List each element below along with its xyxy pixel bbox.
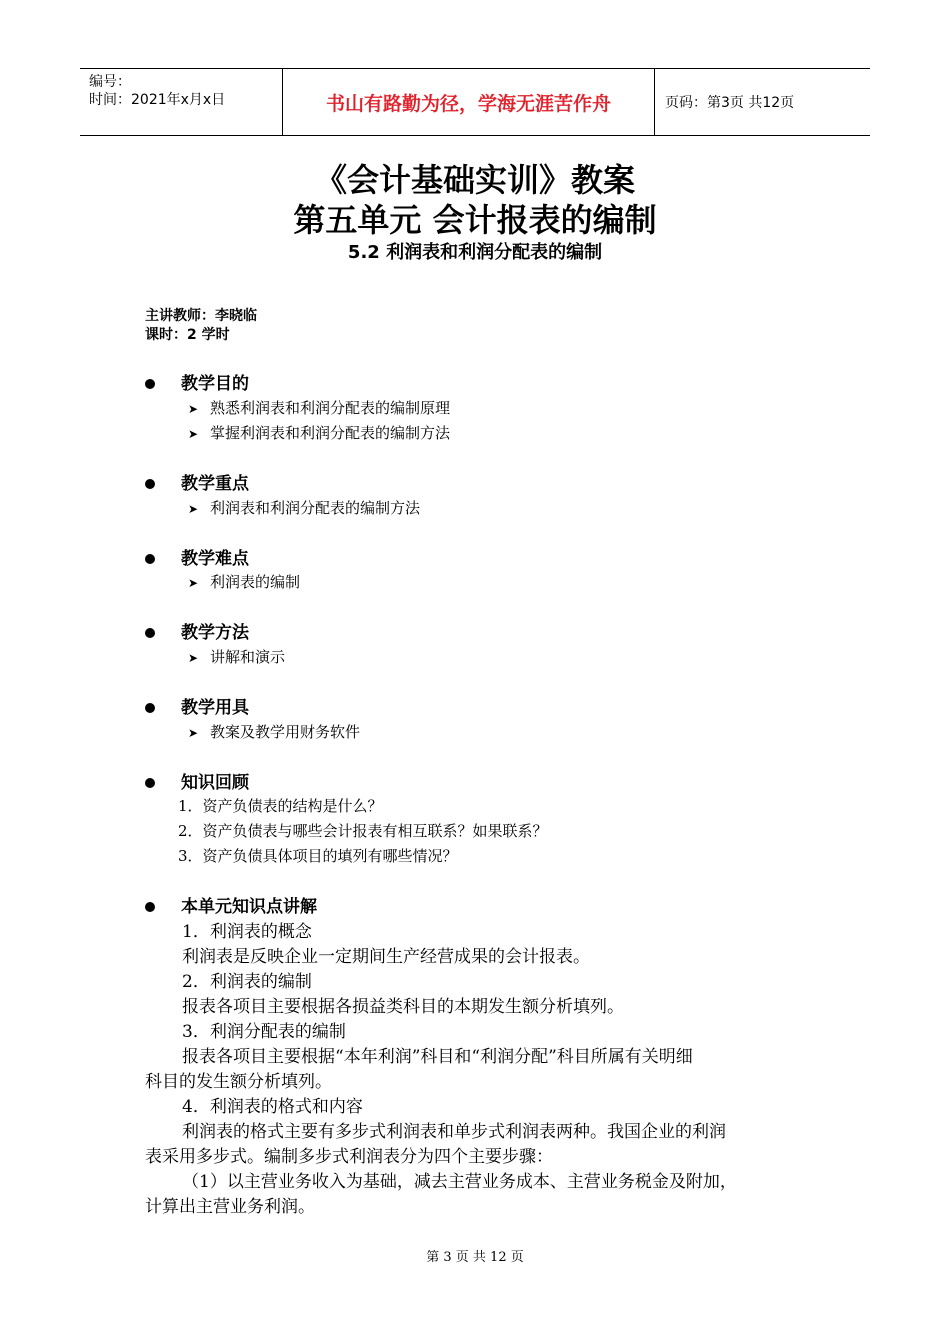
- body-line: 报表各项目主要根据“本年利润”科目和“利润分配”科目所属有关明细: [182, 1047, 693, 1067]
- body-line: 利润表的格式主要有多步式利润表和单步式利润表两种。我国企业的利润: [182, 1122, 726, 1142]
- list-item: 2．资产负债表与哪些会计报表有相互联系？如果联系？: [178, 822, 548, 840]
- page-header: [80, 68, 870, 136]
- bullet-icon: [145, 479, 155, 489]
- section-heading: 教学目的: [181, 374, 249, 394]
- bullet-icon: [145, 778, 155, 788]
- body-line: 报表各项目主要根据各损益类科目的本期发生额分析填列。: [182, 997, 624, 1017]
- arrow-right-icon: ➤: [188, 576, 199, 590]
- bullet-icon: [145, 379, 155, 389]
- list-item: ➤ 利润表的编制: [188, 573, 301, 591]
- bullet-icon: [145, 628, 155, 638]
- bullet-icon: [145, 902, 155, 912]
- teacher-line: 主讲教师：李晓临: [145, 308, 257, 324]
- page-footer: 第 3 页 共 12 页: [426, 1250, 524, 1265]
- hours-line: 课时：2 学时: [145, 327, 230, 343]
- section-heading: 教学用具: [181, 698, 249, 718]
- body-line: 1．利润表的概念: [182, 922, 312, 942]
- section-heading: 教学方法: [181, 623, 249, 643]
- list-item: ➤ 熟悉利润表和利润分配表的编制原理: [188, 399, 451, 417]
- section-heading: 教学难点: [181, 549, 249, 569]
- body-line: 计算出主营业务利润。: [145, 1197, 315, 1217]
- header-page-info: 页码：第3页 共12页: [665, 95, 795, 111]
- section-heading: 教学重点: [181, 474, 249, 494]
- doc-number-label: 编号：: [89, 74, 131, 90]
- body-line: 4．利润表的格式和内容: [182, 1097, 363, 1117]
- arrow-right-icon: ➤: [188, 651, 199, 665]
- body-line: 2．利润表的编制: [182, 972, 312, 992]
- doc-title: 《会计基础实训》教案: [314, 161, 635, 199]
- header-meta-cell: [80, 69, 282, 135]
- body-line: 表采用多步式。编制多步式利润表分为四个主要步骤：: [145, 1147, 553, 1167]
- list-item: ➤ 掌握利润表和利润分配表的编制方法: [188, 424, 451, 442]
- list-item: 3．资产负债具体项目的填列有哪些情况？: [178, 847, 458, 865]
- arrow-right-icon: ➤: [188, 427, 199, 441]
- list-item: ➤ 利润表和利润分配表的编制方法: [188, 499, 421, 517]
- list-item: 1．资产负债表的结构是什么？: [178, 797, 383, 815]
- arrow-right-icon: ➤: [188, 502, 199, 516]
- section-heading: 知识回顾: [181, 773, 249, 793]
- unit-title: 第五单元 会计报表的编制: [293, 201, 657, 239]
- arrow-right-icon: ➤: [188, 402, 199, 416]
- body-line: 3．利润分配表的编制: [182, 1022, 346, 1042]
- section-heading: 本单元知识点讲解: [181, 897, 317, 917]
- bullet-icon: [145, 703, 155, 713]
- list-item: ➤ 讲解和演示: [188, 648, 286, 666]
- arrow-right-icon: ➤: [188, 726, 199, 740]
- doc-time-label: 时间：2021年x月x日: [89, 92, 226, 108]
- list-item: ➤ 教案及教学用财务软件: [188, 723, 361, 741]
- body-line: 利润表是反映企业一定期间生产经营成果的会计报表。: [182, 947, 590, 967]
- body-line: 科目的发生额分析填列。: [145, 1072, 332, 1092]
- bullet-icon: [145, 554, 155, 564]
- section-subtitle: 5.2 利润表和利润分配表的编制: [347, 242, 603, 263]
- header-motto: 书山有路勤为径，学海无涯苦作舟: [282, 69, 655, 135]
- body-line: （1）以主营业务收入为基础，减去主营业务成本、主营业务税金及附加，: [182, 1172, 737, 1192]
